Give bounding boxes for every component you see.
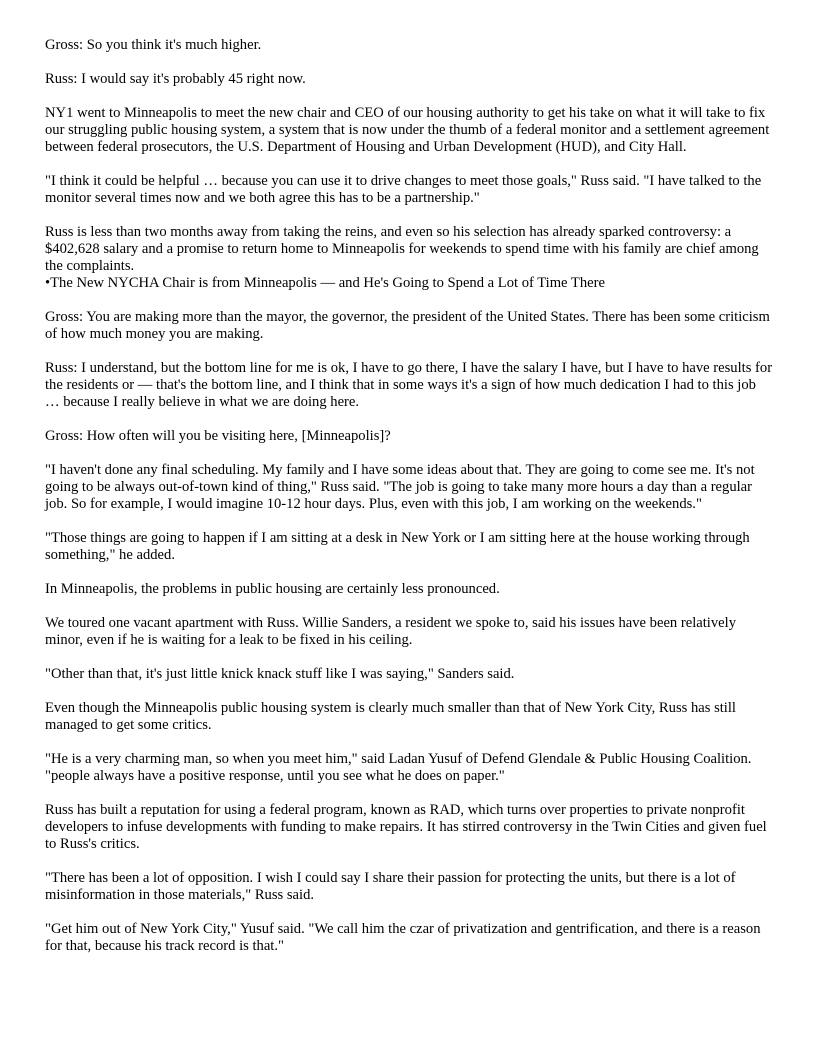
paragraph: "There has been a lot of opposition. I wish I could say I share their passion for protecting the units, but there is a lot of misinformation in those materials," Russ said.: [45, 870, 736, 903]
paragraph: "I haven't done any final scheduling. My family and I have some ideas about that. They are going to come see me. It's not going to be always out-of-town kind of thing," Russ said. "The job is going to take many more hours a day than a regular job. So for example, I would imagine 10-12 hour days. Plus, even with this job, I am working on the weekends.": [45, 462, 755, 512]
paragraph: Russ has built a reputation for using a federal program, known as RAD, which turns over properties to private nonprofit developers to infuse developments with funding to make repairs. It has stirred controversy in the Twin Cities and given fuel to Russ's critics.: [45, 802, 767, 852]
paragraph: NY1 went to Minneapolis to meet the new chair and CEO of our housing authority to get his take on what it will take to fix our struggling public housing system, a system that is now under the thumb of a federal monitor and a settlement agreement between federal prosecutors, the U.S. Department of Housing and Urban Development (HUD), and City Hall.: [45, 105, 770, 155]
paragraph: In Minneapolis, the problems in public housing are certainly less pronounced.: [45, 581, 500, 597]
document-page: [45, 37, 773, 972]
paragraph: "Get him out of New York City," Yusuf said. "We call him the czar of privatization and gentrification, and there is a reason for that, because his track record is that.": [45, 921, 761, 954]
paragraph: Russ: I understand, but the bottom line for me is ok, I have to go there, I have the salary I have, but I have to have results for the residents or — that's the bottom line, and I think that in some ways it's a sign of how much dedication I had to this job … because I really believe in what we are doing here.: [45, 360, 773, 410]
paragraph: Russ: I would say it's probably 45 right now.: [45, 71, 306, 87]
paragraph: "Other than that, it's just little knick knack stuff like I was saying," Sanders said.: [45, 666, 515, 682]
paragraph: Russ is less than two months away from taking the reins, and even so his selection has already sparked controversy: a $402,628 salary and a promise to return home to Minneapolis for weekends to spend time with his family are chief among the complaints.: [45, 224, 759, 274]
paragraph: "Those things are going to happen if I am sitting at a desk in New York or I am sitting here at the house working through something," he added.: [45, 530, 750, 563]
paragraph: Gross: So you think it's much higher.: [45, 37, 262, 53]
paragraph: "I think it could be helpful … because you can use it to drive changes to meet those goals," Russ said. "I have talked to the monitor several times now and we both agree this has to be a partnership.": [45, 173, 762, 206]
paragraph: Gross: You are making more than the mayor, the governor, the president of the United States. There has been some criticism of how much money you are making.: [45, 309, 770, 342]
related-article-link[interactable]: •The New NYCHA Chair is from Minneapolis — and He's Going to Spend a Lot of Time There: [45, 275, 605, 291]
paragraph: "He is a very charming man, so when you meet him," said Ladan Yusuf of Defend Glendale & Public Housing Coalition. "people always have a positive response, until you see what he does on paper.": [45, 751, 752, 784]
paragraph: We toured one vacant apartment with Russ. Willie Sanders, a resident we spoke to, said his issues have been relatively minor, even if he is waiting for a leak to be fixed in his ceiling.: [45, 615, 736, 648]
paragraph: Even though the Minneapolis public housing system is clearly much smaller than that of New York City, Russ has still managed to get some critics.: [45, 700, 736, 733]
paragraph: Gross: How often will you be visiting here, [Minneapolis]?: [45, 428, 391, 444]
